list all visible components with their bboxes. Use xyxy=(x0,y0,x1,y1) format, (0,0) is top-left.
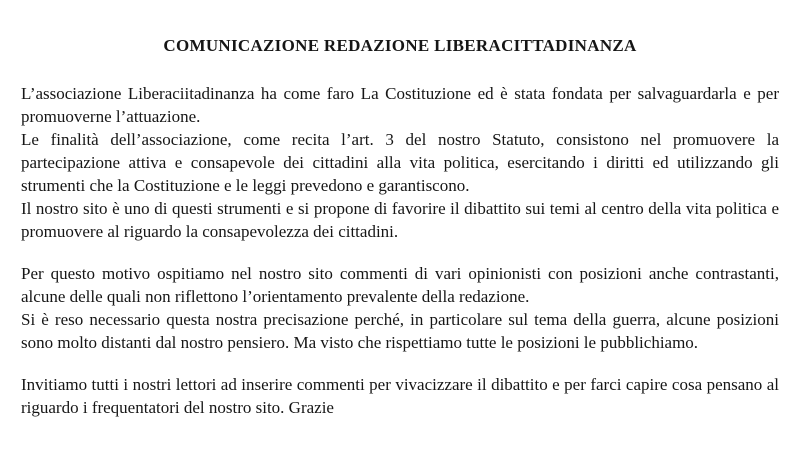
paragraph-association-foundation: L’associazione Liberaciitadinanza ha come faro La Costituzione ed è stata fondata per salvaguardarla e per promuoverne l’attuazione. xyxy=(21,84,779,126)
document-title: COMUNICAZIONE REDAZIONE LIBERACITTADINANZA xyxy=(163,36,637,55)
paragraph-site-purpose: Il nostro sito è uno di questi strumenti e si propone di favorire il dibattito sui temi al centro della vita politica e promuovere al riguardo la consapevolezza dei cittadini. xyxy=(21,199,779,241)
paragraph-opinions-hosted: Per questo motivo ospitiamo nel nostro sito commenti di vari opinionisti con posizioni anche contrastanti, alcune delle quali non riflettono l’orientamento prevalente della redazione. xyxy=(21,264,779,306)
paragraph-invitation-comments: Invitiamo tutti i nostri lettori ad inserire commenti per vivacizzare il dibattito e per farci capire cosa pensano al riguardo i frequentatori del nostro sito. Grazie xyxy=(21,375,779,417)
paragraph-clarification-war: Si è reso necessario questa nostra precisazione perché, in particolare sul tema della guerra, alcune posizioni sono molto distanti dal nostro pensiero. Ma visto che rispettiamo tutte le posizioni le pubblichiamo. xyxy=(21,310,779,352)
paragraph-statute-goals: Le finalità dell’associazione, come recita l’art. 3 del nostro Statuto, consistono nel promuovere la partecipazione attiva e consapevole dei cittadini alla vita politica, esercitando i diritti ed utilizzando gli strumenti che la Costituzione e le leggi prevedono e garantiscono. xyxy=(21,130,779,195)
